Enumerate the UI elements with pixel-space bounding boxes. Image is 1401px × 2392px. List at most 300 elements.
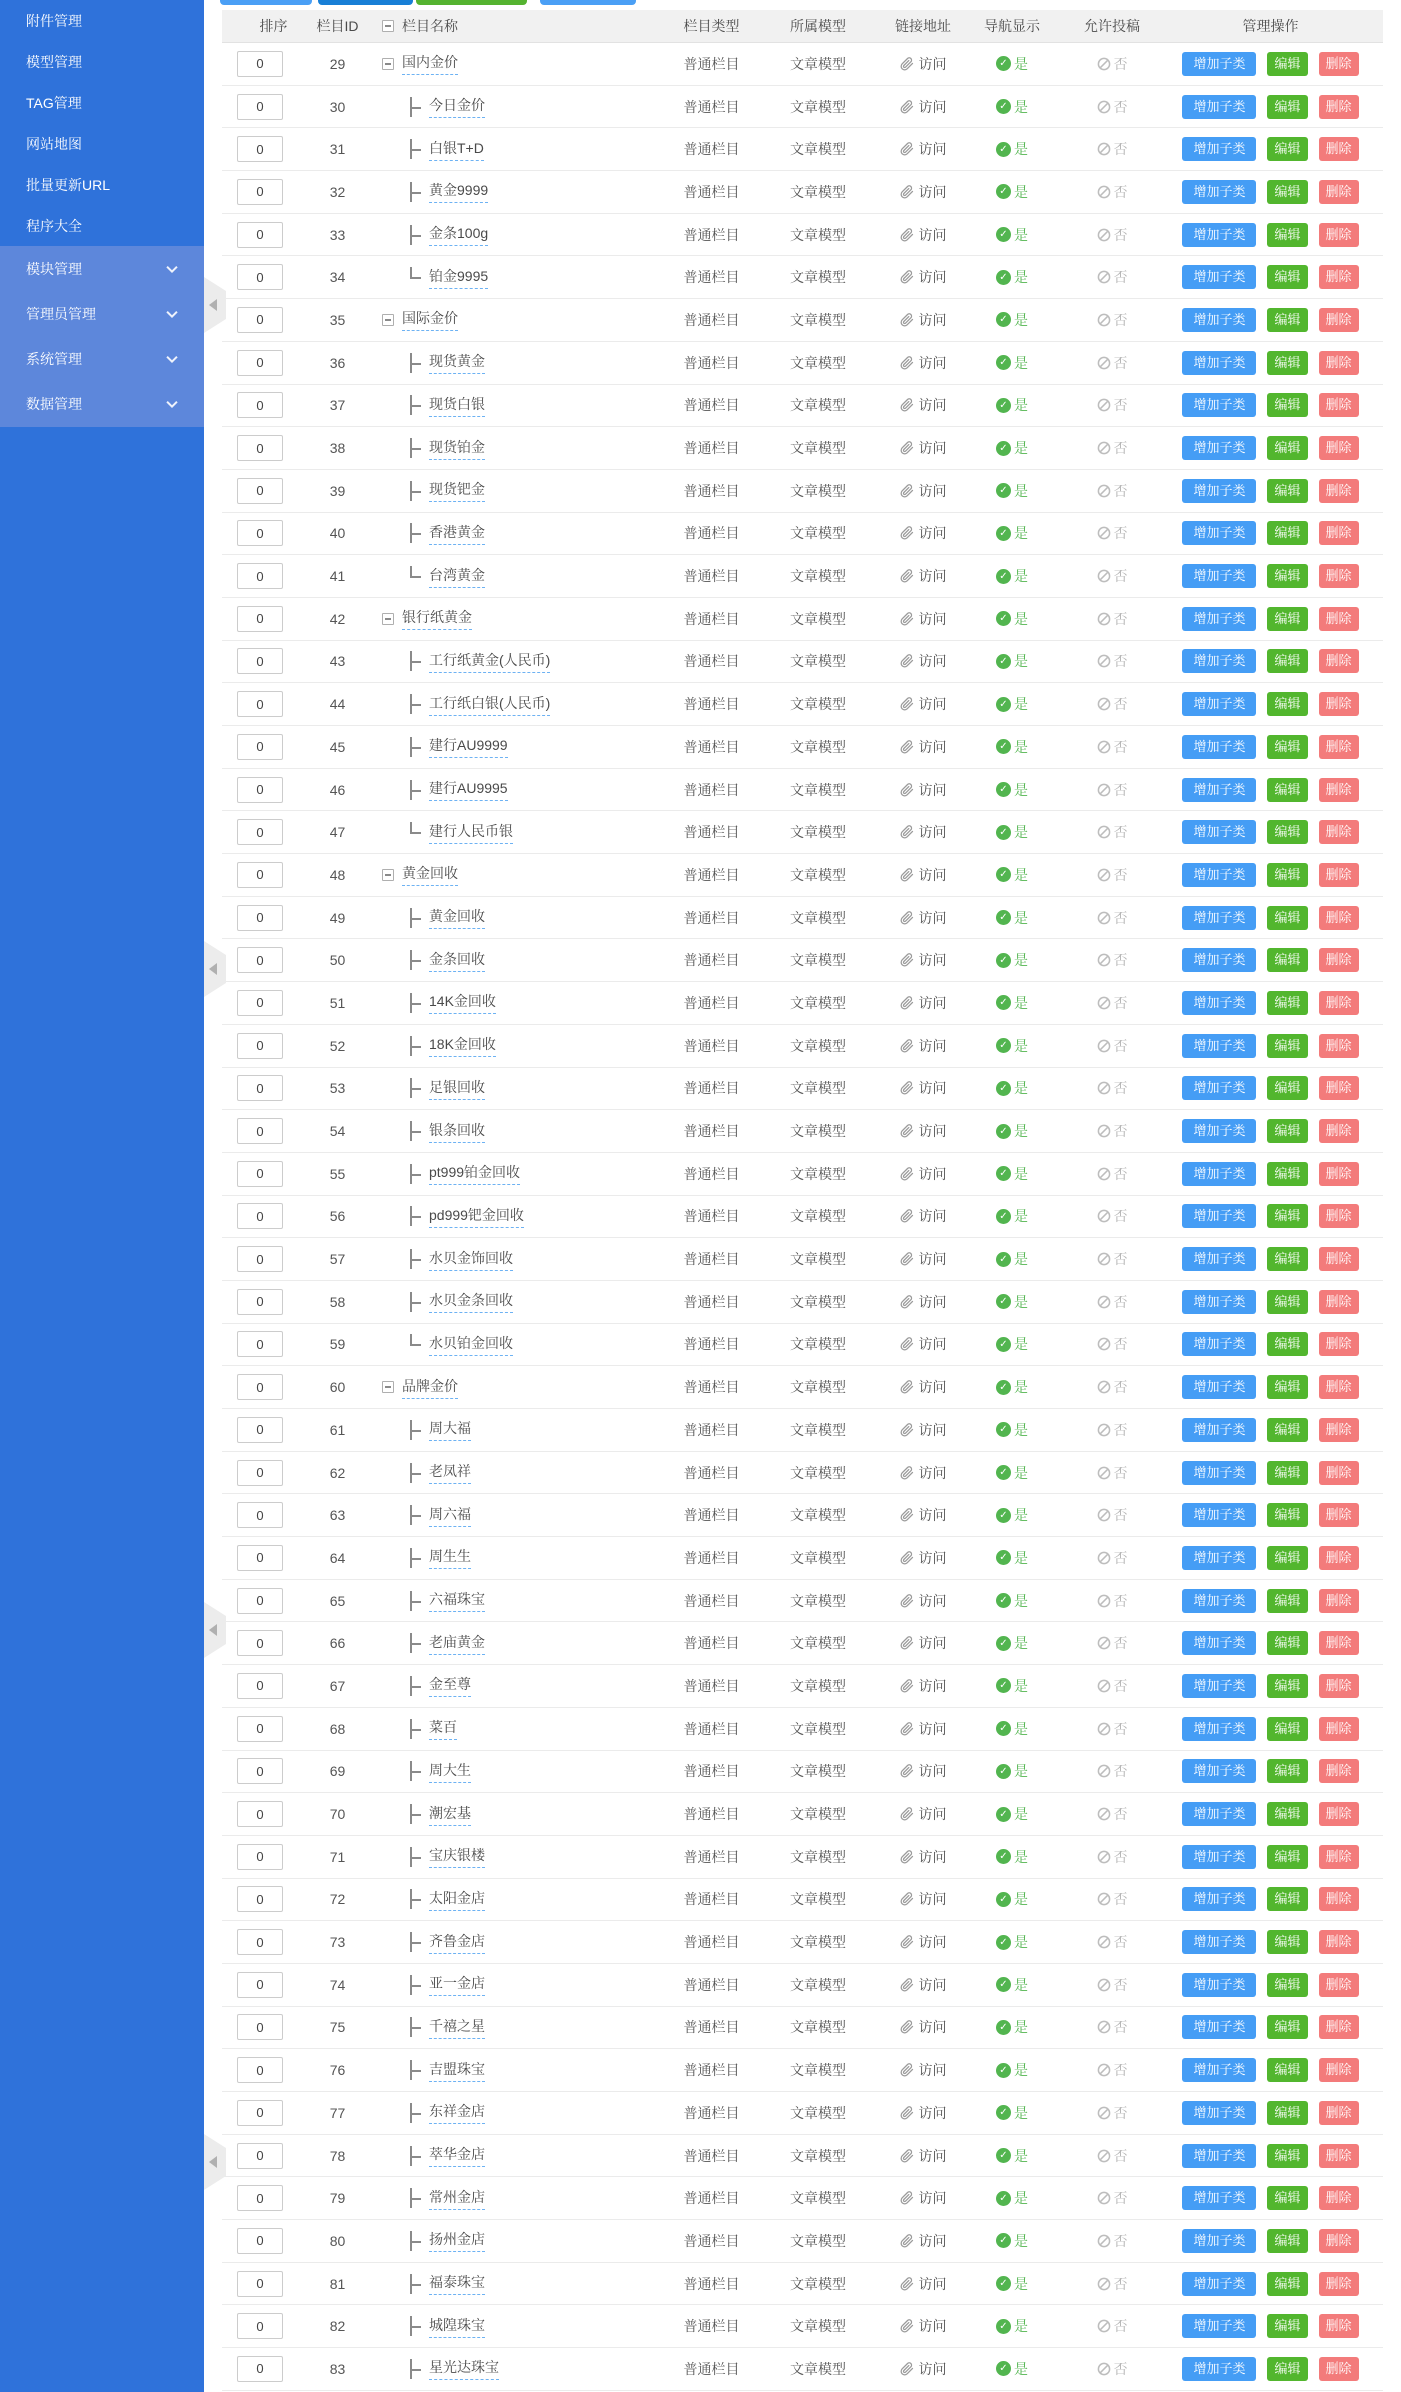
column-name-link[interactable]: 金至尊 (429, 1674, 471, 1697)
sidebar-section-header[interactable] (0, 382, 204, 427)
sidebar-item[interactable] (0, 0, 204, 41)
add-child-button[interactable]: 增加子类 (1182, 2186, 1256, 2210)
delete-button[interactable]: 删除 (1319, 1119, 1359, 1143)
edit-button[interactable]: 编辑 (1267, 1759, 1307, 1783)
visit-link[interactable]: 访问 (918, 1293, 947, 1310)
sort-input[interactable] (237, 350, 283, 376)
edit-button[interactable]: 编辑 (1267, 2058, 1307, 2082)
delete-button[interactable]: 删除 (1319, 137, 1359, 161)
delete-button[interactable]: 删除 (1319, 1290, 1359, 1314)
edit-button[interactable]: 编辑 (1267, 308, 1307, 332)
edit-button[interactable]: 编辑 (1267, 1674, 1307, 1698)
visit-link[interactable]: 访问 (918, 354, 947, 371)
sort-input[interactable] (237, 1246, 283, 1272)
column-name-link[interactable]: 水贝金饰回收 (429, 1248, 513, 1271)
column-name-link[interactable]: 常州金店 (429, 2187, 485, 2210)
delete-button[interactable]: 删除 (1319, 2314, 1359, 2338)
column-name-link[interactable]: 周大福 (429, 1418, 471, 1441)
column-name-link[interactable]: 太阳金店 (429, 1888, 485, 1911)
visit-link[interactable]: 访问 (918, 525, 947, 542)
sort-input[interactable] (237, 1289, 283, 1315)
sidebar-item[interactable] (0, 82, 204, 123)
visit-link[interactable]: 访问 (918, 696, 947, 713)
edit-button[interactable]: 编辑 (1267, 137, 1307, 161)
sort-input[interactable] (237, 136, 283, 162)
column-name-link[interactable]: 台湾黄金 (429, 565, 485, 588)
edit-button[interactable]: 编辑 (1267, 1802, 1307, 1826)
sort-input[interactable] (237, 1331, 283, 1357)
visit-link[interactable]: 访问 (918, 1208, 947, 1225)
edit-button[interactable]: 编辑 (1267, 863, 1307, 887)
column-name-link[interactable]: 金条回收 (429, 949, 485, 972)
edit-button[interactable]: 编辑 (1267, 2314, 1307, 2338)
delete-button[interactable]: 删除 (1319, 1375, 1359, 1399)
edit-button[interactable]: 编辑 (1267, 948, 1307, 972)
visit-link[interactable]: 访问 (918, 397, 947, 414)
delete-button[interactable]: 删除 (1319, 1034, 1359, 1058)
sort-input[interactable] (237, 392, 283, 418)
sort-input[interactable] (237, 905, 283, 931)
add-child-button[interactable]: 增加子类 (1182, 692, 1256, 716)
edit-button[interactable]: 编辑 (1267, 1332, 1307, 1356)
column-name-link[interactable]: 现货铂金 (429, 437, 485, 460)
visit-link[interactable]: 访问 (918, 1720, 947, 1737)
edit-button[interactable]: 编辑 (1267, 649, 1307, 673)
column-name-link[interactable]: 周六福 (429, 1504, 471, 1527)
add-child-button[interactable]: 增加子类 (1182, 1332, 1256, 1356)
sort-input[interactable] (237, 691, 283, 717)
delete-button[interactable]: 删除 (1319, 223, 1359, 247)
delete-button[interactable]: 删除 (1319, 2357, 1359, 2381)
visit-link[interactable]: 访问 (918, 1976, 947, 1993)
sort-input[interactable] (237, 2356, 283, 2382)
visit-link[interactable]: 访问 (918, 1806, 947, 1823)
add-child-button[interactable]: 增加子类 (1182, 180, 1256, 204)
delete-button[interactable]: 删除 (1319, 1503, 1359, 1527)
sort-input[interactable] (237, 2143, 283, 2169)
sidebar-section-header[interactable] (0, 337, 204, 382)
edit-button[interactable]: 编辑 (1267, 1162, 1307, 1186)
delete-button[interactable]: 删除 (1319, 1674, 1359, 1698)
sort-input[interactable] (237, 563, 283, 589)
sort-input[interactable] (237, 478, 283, 504)
sort-input[interactable] (237, 435, 283, 461)
delete-button[interactable]: 删除 (1319, 649, 1359, 673)
visit-link[interactable]: 访问 (918, 269, 947, 286)
delete-button[interactable]: 删除 (1319, 1247, 1359, 1271)
add-child-button[interactable]: 增加子类 (1182, 265, 1256, 289)
edit-button[interactable]: 编辑 (1267, 1119, 1307, 1143)
visit-link[interactable]: 访问 (918, 1421, 947, 1438)
delete-button[interactable]: 删除 (1319, 2058, 1359, 2082)
add-child-button[interactable]: 增加子类 (1182, 2015, 1256, 2039)
edit-button[interactable]: 编辑 (1267, 95, 1307, 119)
add-child-button[interactable]: 增加子类 (1182, 2101, 1256, 2125)
visit-link[interactable]: 访问 (918, 482, 947, 499)
edit-button[interactable]: 编辑 (1267, 778, 1307, 802)
sort-input[interactable] (237, 819, 283, 845)
delete-button[interactable]: 删除 (1319, 265, 1359, 289)
sort-input[interactable] (237, 990, 283, 1016)
add-child-button[interactable]: 增加子类 (1182, 1034, 1256, 1058)
delete-button[interactable]: 删除 (1319, 393, 1359, 417)
sort-input[interactable] (237, 1716, 283, 1742)
visit-link[interactable]: 访问 (918, 1336, 947, 1353)
edit-button[interactable]: 编辑 (1267, 1418, 1307, 1442)
add-child-button[interactable]: 增加子类 (1182, 1717, 1256, 1741)
column-name-link[interactable]: 福泰珠宝 (429, 2272, 485, 2295)
visit-link[interactable]: 访问 (918, 738, 947, 755)
visit-link[interactable]: 访问 (918, 141, 947, 158)
sidebar-item[interactable] (0, 123, 204, 164)
sort-input[interactable] (237, 1630, 283, 1656)
collapse-toggle-icon[interactable] (382, 1381, 394, 1393)
sort-input[interactable] (237, 1417, 283, 1443)
edit-button[interactable]: 编辑 (1267, 564, 1307, 588)
column-name-link[interactable]: 周大生 (429, 1760, 471, 1783)
column-name-link[interactable]: 水贝金条回收 (429, 1290, 513, 1313)
visit-link[interactable]: 访问 (918, 952, 947, 969)
add-child-button[interactable]: 增加子类 (1182, 137, 1256, 161)
sort-input[interactable] (237, 1075, 283, 1101)
visit-link[interactable]: 访问 (918, 1251, 947, 1268)
visit-link[interactable]: 访问 (918, 1848, 947, 1865)
column-name-link[interactable]: 吉盟珠宝 (429, 2059, 485, 2082)
column-name-link[interactable]: 建行AU9995 (429, 778, 508, 801)
edit-button[interactable]: 编辑 (1267, 2144, 1307, 2168)
edit-button[interactable]: 编辑 (1267, 1375, 1307, 1399)
sort-input[interactable] (237, 2014, 283, 2040)
visit-link[interactable]: 访问 (918, 781, 947, 798)
visit-link[interactable]: 访问 (918, 2104, 947, 2121)
column-name-link[interactable]: 银行纸黄金 (402, 607, 472, 630)
column-name-link[interactable]: 黄金回收 (402, 863, 458, 886)
add-child-button[interactable]: 增加子类 (1182, 521, 1256, 545)
visit-link[interactable]: 访问 (918, 2019, 947, 2036)
column-name-link[interactable]: 香港黄金 (429, 522, 485, 545)
edit-button[interactable]: 编辑 (1267, 2229, 1307, 2253)
column-name-link[interactable]: 黄金回收 (429, 906, 485, 929)
delete-button[interactable]: 删除 (1319, 521, 1359, 545)
top-action-button-1[interactable] (220, 0, 312, 5)
sidebar-item[interactable] (0, 164, 204, 205)
edit-button[interactable]: 编辑 (1267, 906, 1307, 930)
column-name-link[interactable]: 六福珠宝 (429, 1589, 485, 1612)
delete-button[interactable]: 删除 (1319, 906, 1359, 930)
delete-button[interactable]: 删除 (1319, 2015, 1359, 2039)
edit-button[interactable]: 编辑 (1267, 265, 1307, 289)
sort-input[interactable] (237, 1886, 283, 1912)
delete-button[interactable]: 删除 (1319, 1076, 1359, 1100)
edit-button[interactable]: 编辑 (1267, 1546, 1307, 1570)
delete-button[interactable]: 删除 (1319, 991, 1359, 1015)
add-child-button[interactable]: 增加子类 (1182, 1887, 1256, 1911)
sort-input[interactable] (237, 1502, 283, 1528)
delete-button[interactable]: 删除 (1319, 1631, 1359, 1655)
add-child-button[interactable]: 增加子类 (1182, 1290, 1256, 1314)
column-name-link[interactable]: 品牌金价 (402, 1376, 458, 1399)
sort-input[interactable] (237, 734, 283, 760)
sort-input[interactable] (237, 1161, 283, 1187)
sort-input[interactable] (237, 2271, 283, 2297)
sort-input[interactable] (237, 222, 283, 248)
add-child-button[interactable]: 增加子类 (1182, 863, 1256, 887)
edit-button[interactable]: 编辑 (1267, 1290, 1307, 1314)
column-name-link[interactable]: 现货黄金 (429, 351, 485, 374)
visit-link[interactable]: 访问 (918, 2232, 947, 2249)
add-child-button[interactable]: 增加子类 (1182, 1204, 1256, 1228)
edit-button[interactable]: 编辑 (1267, 223, 1307, 247)
visit-link[interactable]: 访问 (918, 98, 947, 115)
visit-link[interactable]: 访问 (918, 824, 947, 841)
sort-input[interactable] (237, 1118, 283, 1144)
visit-link[interactable]: 访问 (918, 1677, 947, 1694)
sort-input[interactable] (237, 1374, 283, 1400)
top-action-button-2[interactable] (318, 0, 413, 5)
column-name-link[interactable]: 亚一金店 (429, 1973, 485, 1996)
sort-input[interactable] (237, 2057, 283, 2083)
column-name-link[interactable]: pd999钯金回收 (429, 1205, 524, 1228)
sort-input[interactable] (237, 179, 283, 205)
delete-button[interactable]: 删除 (1319, 1887, 1359, 1911)
column-name-link[interactable]: 14K金回收 (429, 991, 496, 1014)
add-child-button[interactable]: 增加子类 (1182, 1076, 1256, 1100)
sort-input[interactable] (237, 947, 283, 973)
edit-button[interactable]: 编辑 (1267, 2101, 1307, 2125)
edit-button[interactable]: 编辑 (1267, 607, 1307, 631)
add-child-button[interactable]: 增加子类 (1182, 1546, 1256, 1570)
visit-link[interactable]: 访问 (918, 226, 947, 243)
edit-button[interactable]: 编辑 (1267, 1589, 1307, 1613)
add-child-button[interactable]: 增加子类 (1182, 1802, 1256, 1826)
visit-link[interactable]: 访问 (918, 183, 947, 200)
sort-input[interactable] (237, 777, 283, 803)
add-child-button[interactable]: 增加子类 (1182, 1461, 1256, 1485)
add-child-button[interactable]: 增加子类 (1182, 1589, 1256, 1613)
add-child-button[interactable]: 增加子类 (1182, 607, 1256, 631)
add-child-button[interactable]: 增加子类 (1182, 649, 1256, 673)
delete-button[interactable]: 删除 (1319, 778, 1359, 802)
delete-button[interactable]: 删除 (1319, 1162, 1359, 1186)
add-child-button[interactable]: 增加子类 (1182, 52, 1256, 76)
collapse-all-icon[interactable] (382, 20, 394, 32)
visit-link[interactable]: 访问 (918, 1037, 947, 1054)
edit-button[interactable]: 编辑 (1267, 1887, 1307, 1911)
column-name-link[interactable]: 银条回收 (429, 1120, 485, 1143)
add-child-button[interactable]: 增加子类 (1182, 991, 1256, 1015)
visit-link[interactable]: 访问 (918, 2318, 947, 2335)
edit-button[interactable]: 编辑 (1267, 2357, 1307, 2381)
delete-button[interactable]: 删除 (1319, 2229, 1359, 2253)
add-child-button[interactable]: 增加子类 (1182, 564, 1256, 588)
sort-input[interactable] (237, 1844, 283, 1870)
edit-button[interactable]: 编辑 (1267, 820, 1307, 844)
delete-button[interactable]: 删除 (1319, 2272, 1359, 2296)
column-name-link[interactable]: 星光达珠宝 (429, 2357, 499, 2380)
delete-button[interactable]: 删除 (1319, 820, 1359, 844)
sort-input[interactable] (237, 1972, 283, 1998)
edit-button[interactable]: 编辑 (1267, 1717, 1307, 1741)
visit-link[interactable]: 访问 (918, 1507, 947, 1524)
edit-button[interactable]: 编辑 (1267, 2186, 1307, 2210)
add-child-button[interactable]: 增加子类 (1182, 1119, 1256, 1143)
sort-input[interactable] (237, 2185, 283, 2211)
add-child-button[interactable]: 增加子类 (1182, 436, 1256, 460)
column-name-link[interactable]: 白银T+D (429, 138, 484, 161)
sort-input[interactable] (237, 51, 283, 77)
collapse-toggle-icon[interactable] (382, 314, 394, 326)
delete-button[interactable]: 删除 (1319, 52, 1359, 76)
column-name-link[interactable]: pt999铂金回收 (429, 1162, 520, 1185)
delete-button[interactable]: 删除 (1319, 308, 1359, 332)
column-name-link[interactable]: 萃华金店 (429, 2144, 485, 2167)
edit-button[interactable]: 编辑 (1267, 2015, 1307, 2039)
collapse-toggle-icon[interactable] (382, 869, 394, 881)
sidebar-section-header[interactable] (0, 291, 204, 336)
edit-button[interactable]: 编辑 (1267, 1973, 1307, 1997)
visit-link[interactable]: 访问 (918, 55, 947, 72)
sort-input[interactable] (237, 1758, 283, 1784)
add-child-button[interactable]: 增加子类 (1182, 2314, 1256, 2338)
sort-input[interactable] (237, 1033, 283, 1059)
delete-button[interactable]: 删除 (1319, 1546, 1359, 1570)
column-name-link[interactable]: 宝庆银楼 (429, 1845, 485, 1868)
delete-button[interactable]: 删除 (1319, 948, 1359, 972)
column-name-link[interactable]: 工行纸白银(人民币) (429, 693, 550, 716)
column-name-link[interactable]: 工行纸黄金(人民币) (429, 650, 550, 673)
visit-link[interactable]: 访问 (918, 1763, 947, 1780)
delete-button[interactable]: 删除 (1319, 564, 1359, 588)
column-name-link[interactable]: 国际金价 (402, 308, 458, 331)
delete-button[interactable]: 删除 (1319, 735, 1359, 759)
column-name-link[interactable]: 城隍珠宝 (429, 2315, 485, 2338)
visit-link[interactable]: 访问 (918, 1379, 947, 1396)
delete-button[interactable]: 删除 (1319, 1717, 1359, 1741)
delete-button[interactable]: 删除 (1319, 1759, 1359, 1783)
add-child-button[interactable]: 增加子类 (1182, 1247, 1256, 1271)
delete-button[interactable]: 删除 (1319, 436, 1359, 460)
edit-button[interactable]: 编辑 (1267, 692, 1307, 716)
delete-button[interactable]: 删除 (1319, 607, 1359, 631)
visit-link[interactable]: 访问 (918, 2062, 947, 2079)
collapse-toggle-icon[interactable] (382, 58, 394, 70)
visit-link[interactable]: 访问 (918, 1080, 947, 1097)
delete-button[interactable]: 删除 (1319, 2101, 1359, 2125)
add-child-button[interactable]: 增加子类 (1182, 393, 1256, 417)
delete-button[interactable]: 删除 (1319, 2144, 1359, 2168)
add-child-button[interactable]: 增加子类 (1182, 95, 1256, 119)
sidebar-item[interactable] (0, 41, 204, 82)
delete-button[interactable]: 删除 (1319, 692, 1359, 716)
visit-link[interactable]: 访问 (918, 1934, 947, 1951)
add-child-button[interactable]: 增加子类 (1182, 223, 1256, 247)
column-name-link[interactable]: 水贝铂金回收 (429, 1333, 513, 1356)
add-child-button[interactable]: 增加子类 (1182, 906, 1256, 930)
add-child-button[interactable]: 增加子类 (1182, 1418, 1256, 1442)
add-child-button[interactable]: 增加子类 (1182, 820, 1256, 844)
edit-button[interactable]: 编辑 (1267, 1034, 1307, 1058)
visit-link[interactable]: 访问 (918, 2275, 947, 2292)
sort-input[interactable] (237, 606, 283, 632)
edit-button[interactable]: 编辑 (1267, 1631, 1307, 1655)
add-child-button[interactable]: 增加子类 (1182, 1674, 1256, 1698)
delete-button[interactable]: 删除 (1319, 479, 1359, 503)
add-child-button[interactable]: 增加子类 (1182, 1973, 1256, 1997)
column-name-link[interactable]: 今日金价 (429, 95, 485, 118)
column-name-link[interactable]: 建行AU9999 (429, 735, 508, 758)
add-child-button[interactable]: 增加子类 (1182, 1503, 1256, 1527)
sort-input[interactable] (237, 94, 283, 120)
sidebar-item[interactable] (0, 205, 204, 246)
edit-button[interactable]: 编辑 (1267, 1503, 1307, 1527)
edit-button[interactable]: 编辑 (1267, 991, 1307, 1015)
visit-link[interactable]: 访问 (918, 311, 947, 328)
add-child-button[interactable]: 增加子类 (1182, 735, 1256, 759)
add-child-button[interactable]: 增加子类 (1182, 948, 1256, 972)
column-name-link[interactable]: 潮宏基 (429, 1803, 471, 1826)
edit-button[interactable]: 编辑 (1267, 479, 1307, 503)
sort-input[interactable] (237, 264, 283, 290)
delete-button[interactable]: 删除 (1319, 863, 1359, 887)
visit-link[interactable]: 访问 (918, 568, 947, 585)
collapse-toggle-icon[interactable] (382, 613, 394, 625)
edit-button[interactable]: 编辑 (1267, 1076, 1307, 1100)
delete-button[interactable]: 删除 (1319, 1802, 1359, 1826)
edit-button[interactable]: 编辑 (1267, 1204, 1307, 1228)
edit-button[interactable]: 编辑 (1267, 1930, 1307, 1954)
visit-link[interactable]: 访问 (918, 1592, 947, 1609)
visit-link[interactable]: 访问 (918, 2190, 947, 2207)
delete-button[interactable]: 删除 (1319, 1204, 1359, 1228)
add-child-button[interactable]: 增加子类 (1182, 1845, 1256, 1869)
visit-link[interactable]: 访问 (918, 1891, 947, 1908)
sort-input[interactable] (237, 1929, 283, 1955)
sort-input[interactable] (237, 1203, 283, 1229)
sort-input[interactable] (237, 2100, 283, 2126)
visit-link[interactable]: 访问 (918, 440, 947, 457)
delete-button[interactable]: 删除 (1319, 1845, 1359, 1869)
add-child-button[interactable]: 增加子类 (1182, 2272, 1256, 2296)
add-child-button[interactable]: 增加子类 (1182, 2058, 1256, 2082)
delete-button[interactable]: 删除 (1319, 351, 1359, 375)
column-name-link[interactable]: 建行人民币银 (429, 821, 513, 844)
visit-link[interactable]: 访问 (918, 610, 947, 627)
visit-link[interactable]: 访问 (918, 1123, 947, 1140)
edit-button[interactable]: 编辑 (1267, 1247, 1307, 1271)
top-action-button-4[interactable] (540, 0, 636, 5)
column-name-link[interactable]: 东祥金店 (429, 2101, 485, 2124)
column-name-link[interactable]: 千禧之星 (429, 2016, 485, 2039)
column-name-link[interactable]: 铂金9995 (429, 266, 488, 289)
column-name-link[interactable]: 现货白银 (429, 394, 485, 417)
edit-button[interactable]: 编辑 (1267, 52, 1307, 76)
add-child-button[interactable]: 增加子类 (1182, 308, 1256, 332)
sort-input[interactable] (237, 1801, 283, 1827)
visit-link[interactable]: 访问 (918, 2147, 947, 2164)
edit-button[interactable]: 编辑 (1267, 1845, 1307, 1869)
sort-input[interactable] (237, 2228, 283, 2254)
sort-input[interactable] (237, 648, 283, 674)
edit-button[interactable]: 编辑 (1267, 180, 1307, 204)
edit-button[interactable]: 编辑 (1267, 2272, 1307, 2296)
edit-button[interactable]: 编辑 (1267, 351, 1307, 375)
edit-button[interactable]: 编辑 (1267, 735, 1307, 759)
visit-link[interactable]: 访问 (918, 1464, 947, 1481)
visit-link[interactable]: 访问 (918, 866, 947, 883)
delete-button[interactable]: 删除 (1319, 95, 1359, 119)
visit-link[interactable]: 访问 (918, 1549, 947, 1566)
sort-input[interactable] (237, 1460, 283, 1486)
